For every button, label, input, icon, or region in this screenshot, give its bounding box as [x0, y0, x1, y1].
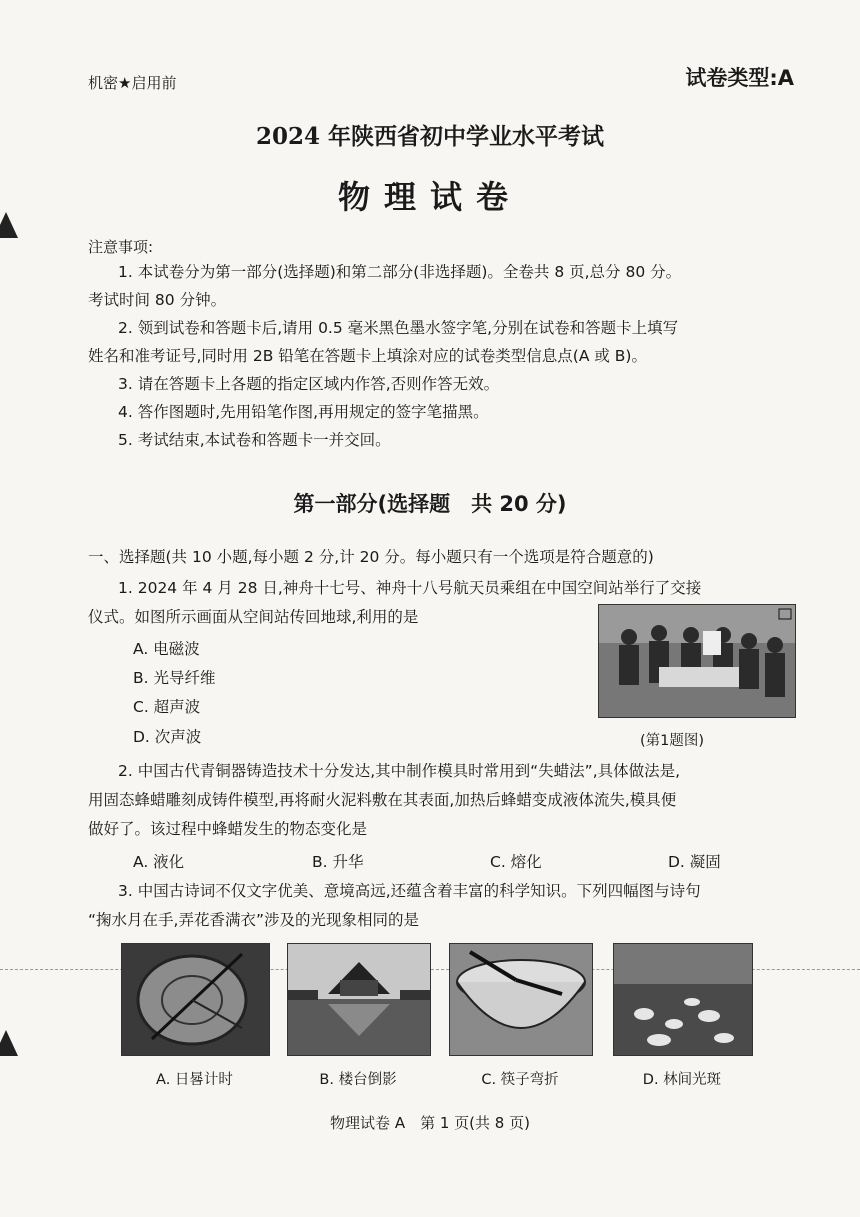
- page-edge-mark-bottom: [0, 1030, 18, 1056]
- question-line: 用固态蜂蜡雕刻成铸件模型,再将耐火泥料敷在其表面,加热后蜂蜡变成液体流失,模具便: [88, 791, 677, 809]
- q3-image-chopsticks-bowl: [449, 943, 593, 1056]
- exam-title: 2024 年陕西省初中学业水平考试: [255, 123, 605, 150]
- question-line: 3. 中国古诗词不仅文字优美、意境高远,还蕴含着丰富的科学知识。下列四幅图与诗句: [118, 882, 701, 900]
- q2-option-a: A. 液化: [133, 853, 185, 871]
- question-line: 做好了。该过程中蜂蜡发生的物态变化是: [88, 820, 368, 838]
- question-line: 2. 中国古代青铜器铸造技术十分发达,其中制作模具时常用到“失蜡法”,具体做法是,: [118, 762, 681, 780]
- notice-heading: 注意事项:: [88, 238, 154, 256]
- question-2-text: [88, 757, 798, 844]
- q3-image-pavilion-reflection: [287, 943, 431, 1056]
- q3-caption-c: C. 筷子弯折: [481, 1072, 559, 1088]
- notice-line: 5. 考试结束,本试卷和答题卡一并交回。: [118, 431, 391, 449]
- notice-line: 姓名和准考证号,同时用 2B 铅笔在答题卡上填涂对应的试卷类型信息点(A 或 B)。: [88, 347, 647, 365]
- question-line: 1. 2024 年 4 月 28 日,神舟十七号、神舟十八号航天员乘组在中国空间站举行了交接: [118, 579, 702, 597]
- confidential-label: 机密★启用前: [88, 74, 177, 92]
- q1-option-d: D. 次声波: [133, 728, 202, 746]
- question-3-text: [88, 877, 798, 935]
- q3-image-sundial: [121, 943, 270, 1056]
- section-heading: 一、选择题(共 10 小题,每小题 2 分,计 20 分。每小题只有一个选项是符合题意的): [88, 548, 654, 566]
- q3-image-forest-light-spots: [613, 943, 753, 1056]
- question-line: “掬水月在手,弄花香满衣”涉及的光现象相同的是: [88, 911, 419, 929]
- q3-caption-d: D. 林间光斑: [642, 1072, 722, 1088]
- notice-line: 4. 答作图题时,先用铅笔作图,再用规定的签字笔描黑。: [118, 403, 489, 421]
- q3-caption-b: B. 楼台倒影: [319, 1072, 397, 1088]
- subject-title: 物理试卷: [337, 178, 522, 216]
- q2-option-c: C. 熔化: [490, 853, 542, 871]
- q1-option-b: B. 光导纤维: [133, 669, 216, 687]
- q1-figure-caption: (第1题图): [640, 733, 705, 749]
- notice-line: 考试时间 80 分钟。: [88, 291, 227, 309]
- q1-figure-astronauts-image: [598, 604, 796, 718]
- notice-block: [88, 258, 803, 454]
- page-footer: 物理试卷 A 第 1 页(共 8 页): [330, 1114, 530, 1132]
- notice-line: 3. 请在答题卡上各题的指定区域内作答,否则作答无效。: [118, 375, 500, 393]
- part-one-title: 第一部分(选择题 共 20 分): [293, 492, 567, 516]
- question-line: 仪式。如图所示画面从空间站传回地球,利用的是: [88, 608, 419, 626]
- notice-line: 1. 本试卷分为第一部分(选择题)和第二部分(非选择题)。全卷共 8 页,总分 80 分。: [118, 263, 682, 281]
- q1-option-a: A. 电磁波: [133, 640, 200, 658]
- q3-caption-a: A. 日晷计时: [156, 1072, 233, 1088]
- paper-type-label: 试卷类型:A: [685, 66, 794, 90]
- q2-option-d: D. 凝固: [668, 853, 721, 871]
- q1-option-c: C. 超声波: [133, 698, 201, 716]
- q2-option-b: B. 升华: [312, 853, 364, 871]
- notice-line: 2. 领到试卷和答题卡后,请用 0.5 毫米黑色墨水签字笔,分别在试卷和答题卡上填写: [118, 319, 679, 337]
